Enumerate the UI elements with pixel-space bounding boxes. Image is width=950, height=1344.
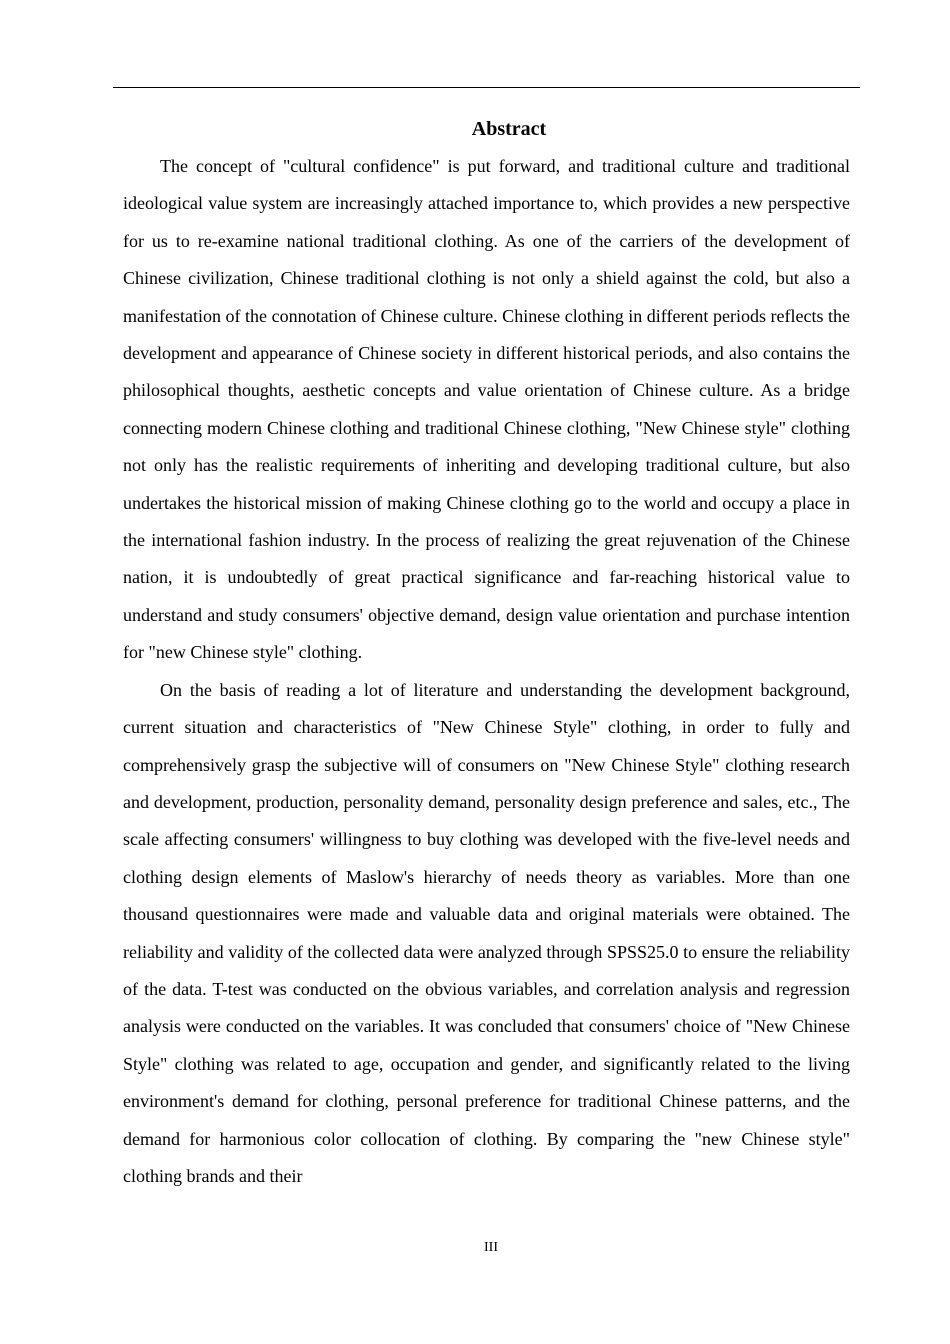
abstract-body: [123, 148, 850, 1195]
abstract-paragraph-2: On the basis of reading a lot of literature and understanding the development background, current situation and characteristics of "New Chinese Style" clothing, in order to fully and comprehensively grasp the subjective will of consumers on "New Chinese Style" clothing research and development, production, personality demand, personality design preference and sales, etc., The scale affecting consumers' willingness to buy clothing was developed with the five-level needs and clothing design elements of Maslow's hierarchy of needs theory as variables. More than one thousand questionnaires were made and valuable data and original materials were obtained. The reliability and validity of the collected data were analyzed through SPSS25.0 to ensure the reliability of the data. T-test was conducted on the obvious variables, and correlation analysis and regression analysis were conducted on the variables. It was concluded that consumers' choice of "New Chinese Style" clothing was related to age, occupation and gender, and significantly related to the living environment's demand for clothing, personal preference for traditional Chinese patterns, and the demand for harmonious color collocation of clothing. By comparing the "new Chinese style" clothing brands and their: [123, 679, 850, 1186]
abstract-paragraph-1: The concept of "cultural confidence" is put forward, and traditional culture and traditional ideological value system are increasingly attached importance to, which provides a new perspective for us to re-examine national traditional clothing. As one of the carriers of the development of Chinese civilization, Chinese traditional clothing is not only a shield against the cold, but also a manifestation of the connotation of Chinese culture. Chinese clothing in different periods reflects the development and appearance of Chinese society in different historical periods, and also contains the philosophical thoughts, aesthetic concepts and value orientation of Chinese culture. As a bridge connecting modern Chinese clothing and traditional Chinese clothing, "New Chinese style" clothing not only has the realistic requirements of inheriting and developing traditional culture, but also undertakes the historical mission of making Chinese clothing go to the world and occupy a place in the international fashion industry. In the process of realizing the great rejuvenation of the Chinese nation, it is undoubtedly of great practical significance and far-reaching historical value to understand and study consumers' objective demand, design value orientation and purchase intention for "new Chinese style" clothing.: [123, 156, 850, 663]
abstract-title: Abstract: [471, 118, 547, 140]
page-number: III: [484, 1240, 498, 1255]
header-rule: [113, 87, 860, 88]
